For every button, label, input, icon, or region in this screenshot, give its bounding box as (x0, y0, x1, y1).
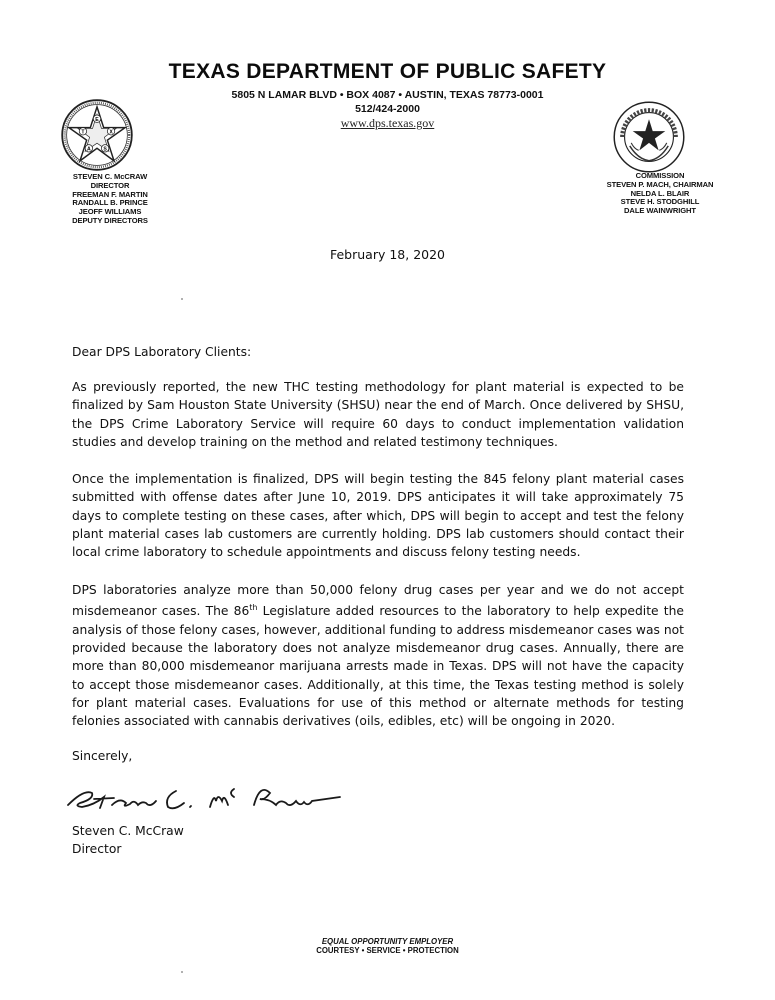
commissioner-name: STEVEN P. MACH, CHAIRMAN (606, 179, 714, 189)
letter-date: February 18, 2020 (329, 247, 446, 262)
commission-list (590, 172, 730, 216)
officer-title: DEPUTY DIRECTORS (72, 215, 148, 225)
commission-heading: COMMISSION (635, 171, 685, 180)
officer-name: FREEMAN F. MARTIN (72, 189, 148, 199)
footer-employer: EQUAL OPPORTUNITY EMPLOYER (321, 937, 454, 946)
footer-motto: COURTESY • SERVICE • PROTECTION (316, 946, 459, 955)
officer-name: JEOFF WILLIAMS (78, 207, 142, 217)
dps-seal-icon (60, 98, 134, 172)
paragraph-text: DPS laboratories analyze more than 50,000 felony drug cases per year and we do not accept misdemeanor cases. The 86th Legislature added resources to the laboratory to help expedite the analysis of those felony cases, however, additional funding to address misdemeanor cases was not provided because the laboratory does not analyze misdemeanor drug cases. Annually, there are more than 80,000 misdemeanor marijuana arrests made in Texas. DPS will not have the capacity to accept those misdemeanor cases. Additionally, at this time, the Texas testing method is solely for plant material cases. Evaluations for use of this method or alternate methods for testing felonies associated with cannabis derivatives (oils, edibles, etc) will be ongoing in 2020. (72, 583, 684, 729)
scan-speck (181, 298, 183, 300)
directors-list (50, 173, 170, 226)
svg-text:E: E (95, 116, 99, 123)
agency-website: www.dps.texas.gov (340, 116, 435, 130)
salutation: Dear DPS Laboratory Clients: (72, 345, 252, 359)
svg-text:S: S (103, 146, 107, 153)
agency-phone: 512/424-2000 (355, 103, 420, 115)
svg-text:A: A (86, 146, 91, 153)
commissioner-name: DALE WAINWRIGHT (624, 206, 696, 216)
commissioner-name: STEVE H. STODGHILL (620, 197, 700, 207)
closing: Sincerely, (72, 749, 133, 763)
officer-title: DIRECTOR (90, 180, 130, 190)
signer-title: Director (72, 842, 122, 857)
signature-image (64, 775, 344, 817)
agency-name: TEXAS DEPARTMENT OF PUBLIC SAFETY (168, 60, 607, 83)
letter-paragraph (72, 378, 684, 451)
officer-name: RANDALL B. PRINCE (72, 198, 148, 208)
signer-block (72, 822, 184, 859)
letter-paragraph (72, 581, 684, 730)
signer-name: Steven C. McCraw (72, 824, 184, 838)
paragraph-text: As previously reported, the new THC testing methodology for plant material is expected to be finalized by Sam Houston State University (SHSU) near the end of March. Once delivered by SHSU, the DPS Crime Laboratory Service will require 60 days to conduct implementation validation studies and develop training on the method and related testimony techniques. (72, 380, 684, 449)
paragraph-text: Once the implementation is finalized, DPS will begin testing the 845 felony plant material cases submitted with offense dates after June 10, 2019. DPS anticipates it will take approximately 75 days to complete testing on these cases, after which, DPS will begin to accept and test the felony plant material cases lab customers are currently holding. DPS lab customers should contact their local crime laboratory to schedule appointments and discuss felony testing needs. (72, 472, 684, 560)
agency-address: 5805 N LAMAR BLVD • BOX 4087 • AUSTIN, TEXAS 78773-0001 (231, 89, 544, 101)
svg-text:T: T (81, 129, 85, 136)
commissioner-name: NELDA L. BLAIR (630, 188, 690, 198)
state-of-texas-seal-icon (612, 100, 686, 174)
ordinal-suffix: th (249, 603, 258, 613)
letter-paragraph (72, 470, 684, 561)
footer (0, 937, 775, 955)
scan-speck (181, 971, 183, 973)
svg-text:X: X (109, 129, 113, 136)
officer-name: STEVEN C. McCRAW (72, 172, 148, 181)
